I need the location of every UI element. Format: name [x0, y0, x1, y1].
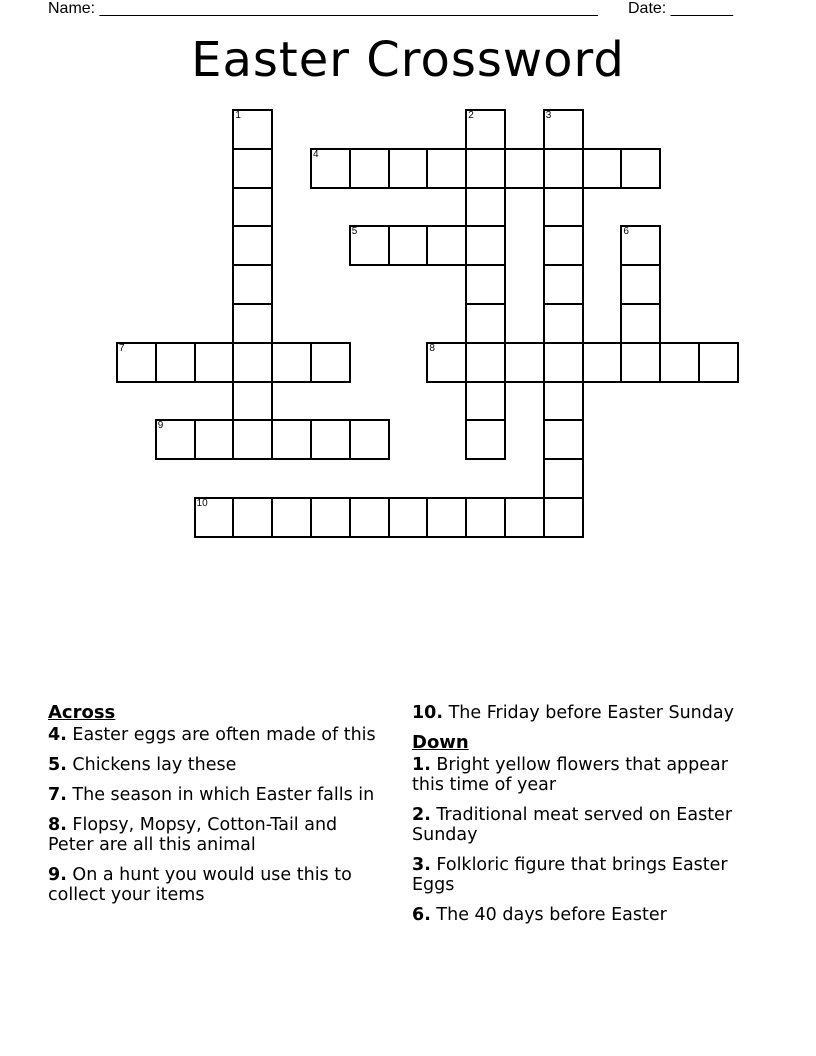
crossword-cell[interactable]: [232, 109, 273, 150]
crossword-cell[interactable]: [543, 303, 584, 344]
down-heading: Down: [412, 732, 469, 753]
clue-number: 3: [412, 855, 425, 875]
crossword-cell[interactable]: [543, 419, 584, 460]
crossword-cell[interactable]: [232, 264, 273, 305]
crossword-cell[interactable]: [271, 342, 312, 383]
cell-number: 8: [429, 342, 435, 354]
down-clues: [412, 703, 752, 935]
crossword-cell[interactable]: [426, 342, 467, 383]
clue-number: 8: [48, 815, 61, 835]
cell-number: 1: [235, 110, 241, 121]
crossword-cell[interactable]: [310, 342, 351, 383]
crossword-cell[interactable]: [543, 225, 584, 266]
name-field[interactable]: [48, 0, 598, 18]
crossword-cell[interactable]: [232, 419, 273, 460]
crossword-cell[interactable]: [465, 187, 506, 228]
crossword-cell[interactable]: [232, 342, 273, 383]
crossword-cell[interactable]: [543, 497, 584, 538]
crossword-cell[interactable]: [543, 187, 584, 228]
across-clues: [48, 703, 388, 915]
clue-text: Traditional meat served on Easter Sunday: [412, 805, 733, 845]
cell-number: 2: [468, 110, 474, 121]
crossword-cell[interactable]: [465, 303, 506, 344]
down-clue: 2. Traditional meat served on Easter Sunday: [412, 805, 733, 845]
crossword-cell[interactable]: [465, 497, 506, 538]
clue-text: Bright yellow flowers that appear this time of year: [412, 755, 728, 795]
crossword-cell[interactable]: [388, 225, 429, 266]
clue-text: Easter eggs are often made of this: [72, 725, 376, 745]
date-line: _______: [670, 0, 733, 17]
crossword-cell[interactable]: [232, 148, 273, 189]
clue-number: 6: [412, 905, 425, 925]
crossword-cell[interactable]: [543, 264, 584, 305]
name-label: Name:: [48, 0, 96, 17]
clue-text: The Friday before Easter Sunday: [448, 703, 734, 723]
across-clue: 10. The Friday before Easter Sunday: [412, 703, 734, 723]
crossword-cell[interactable]: [620, 148, 661, 189]
crossword-cell[interactable]: [271, 497, 312, 538]
clue-text: Chickens lay these: [72, 755, 237, 775]
crossword-cell[interactable]: [465, 225, 506, 266]
crossword-cell[interactable]: [271, 419, 312, 460]
cell-number: 6: [623, 226, 629, 238]
crossword-cell[interactable]: [426, 148, 467, 189]
clue-number: 2: [412, 805, 425, 825]
crossword-cell[interactable]: [232, 381, 273, 422]
cell-number: 3: [545, 110, 552, 121]
crossword-cell[interactable]: [232, 303, 273, 344]
crossword-cell[interactable]: [232, 187, 273, 228]
across-clue: 5. Chickens lay these: [48, 755, 237, 775]
crossword-cell[interactable]: [232, 225, 273, 266]
clue-text: Folkloric figure that brings Easter Eggs: [412, 855, 728, 895]
clue-number: 1: [412, 755, 425, 775]
clue-number: 5: [48, 755, 61, 775]
crossword-cell[interactable]: [426, 225, 467, 266]
crossword-cell[interactable]: [465, 342, 506, 383]
crossword-cell[interactable]: [543, 381, 584, 422]
crossword-cell[interactable]: [620, 225, 661, 266]
crossword-cell[interactable]: [310, 497, 351, 538]
crossword-cell[interactable]: [504, 342, 545, 383]
clue-number: 4: [48, 725, 61, 745]
crossword-cell[interactable]: [349, 497, 390, 538]
across-clue: 8. Flopsy, Mopsy, Cotton-Tail and Peter are all this animal: [48, 815, 338, 855]
crossword-cell[interactable]: [426, 497, 467, 538]
crossword-cell[interactable]: [155, 342, 196, 383]
crossword-cell[interactable]: [465, 148, 506, 189]
clue-number: 10: [412, 703, 437, 723]
cell-number: 5: [351, 226, 358, 238]
crossword-cell[interactable]: [504, 497, 545, 538]
page-title: Easter Crossword: [191, 32, 625, 88]
name-line: ________________________________________________________: [99, 0, 598, 17]
down-clue: 3. Folkloric figure that brings Easter Eggs: [412, 855, 728, 895]
crossword-cell[interactable]: [232, 497, 273, 538]
crossword-cell[interactable]: [543, 458, 584, 499]
across-clue: 4. Easter eggs are often made of this: [48, 725, 376, 745]
clue-text: On a hunt you would use this to collect your items: [48, 865, 352, 905]
cell-number: 10: [196, 498, 208, 509]
crossword-cell[interactable]: [698, 342, 739, 383]
clue-number: 7: [48, 785, 61, 805]
crossword-cell[interactable]: [194, 497, 235, 538]
cell-number: 9: [157, 420, 164, 432]
cell-number: 4: [313, 148, 319, 160]
crossword-cell[interactable]: [194, 419, 235, 460]
crossword-cell[interactable]: [349, 419, 390, 460]
crossword-cell[interactable]: [155, 419, 196, 460]
down-clue: 6. The 40 days before Easter: [412, 905, 667, 925]
crossword-cell[interactable]: [659, 342, 700, 383]
crossword-cell[interactable]: [620, 303, 661, 344]
date-label: Date:: [628, 0, 667, 17]
crossword-cell[interactable]: [543, 109, 584, 150]
across-clue: 7. The season in which Easter falls in: [48, 785, 375, 805]
across-clue: 9. On a hunt you would use this to collect your items: [48, 865, 352, 905]
crossword-cell[interactable]: [465, 264, 506, 305]
crossword-cell[interactable]: [310, 148, 351, 189]
crossword-cell[interactable]: [543, 342, 584, 383]
clue-number: 9: [48, 865, 61, 885]
crossword-cell[interactable]: [310, 419, 351, 460]
crossword-cell[interactable]: [582, 148, 623, 189]
crossword-cell[interactable]: [388, 148, 429, 189]
crossword-cell[interactable]: [116, 342, 157, 383]
crossword-cell[interactable]: [194, 342, 235, 383]
crossword-cell[interactable]: [349, 148, 390, 189]
crossword-cell[interactable]: [543, 148, 584, 189]
down-clue: 1. Bright yellow flowers that appear this time of year: [412, 755, 728, 795]
crossword-cell[interactable]: [388, 497, 429, 538]
across-heading: Across: [48, 702, 116, 723]
date-field[interactable]: [628, 0, 733, 18]
crossword-cell[interactable]: [504, 148, 545, 189]
crossword-cell[interactable]: [620, 264, 661, 305]
crossword-cell[interactable]: [465, 381, 506, 422]
crossword-cell[interactable]: [582, 342, 623, 383]
crossword-cell[interactable]: [465, 109, 506, 150]
clue-text: The season in which Easter falls in: [72, 785, 375, 805]
crossword-cell[interactable]: [349, 225, 390, 266]
cell-number: 7: [119, 342, 125, 354]
crossword-cell[interactable]: [620, 342, 661, 383]
clue-text: Flopsy, Mopsy, Cotton-Tail and Peter are all this animal: [48, 815, 338, 855]
crossword-cell[interactable]: [465, 419, 506, 460]
clue-text: The 40 days before Easter: [436, 905, 667, 925]
